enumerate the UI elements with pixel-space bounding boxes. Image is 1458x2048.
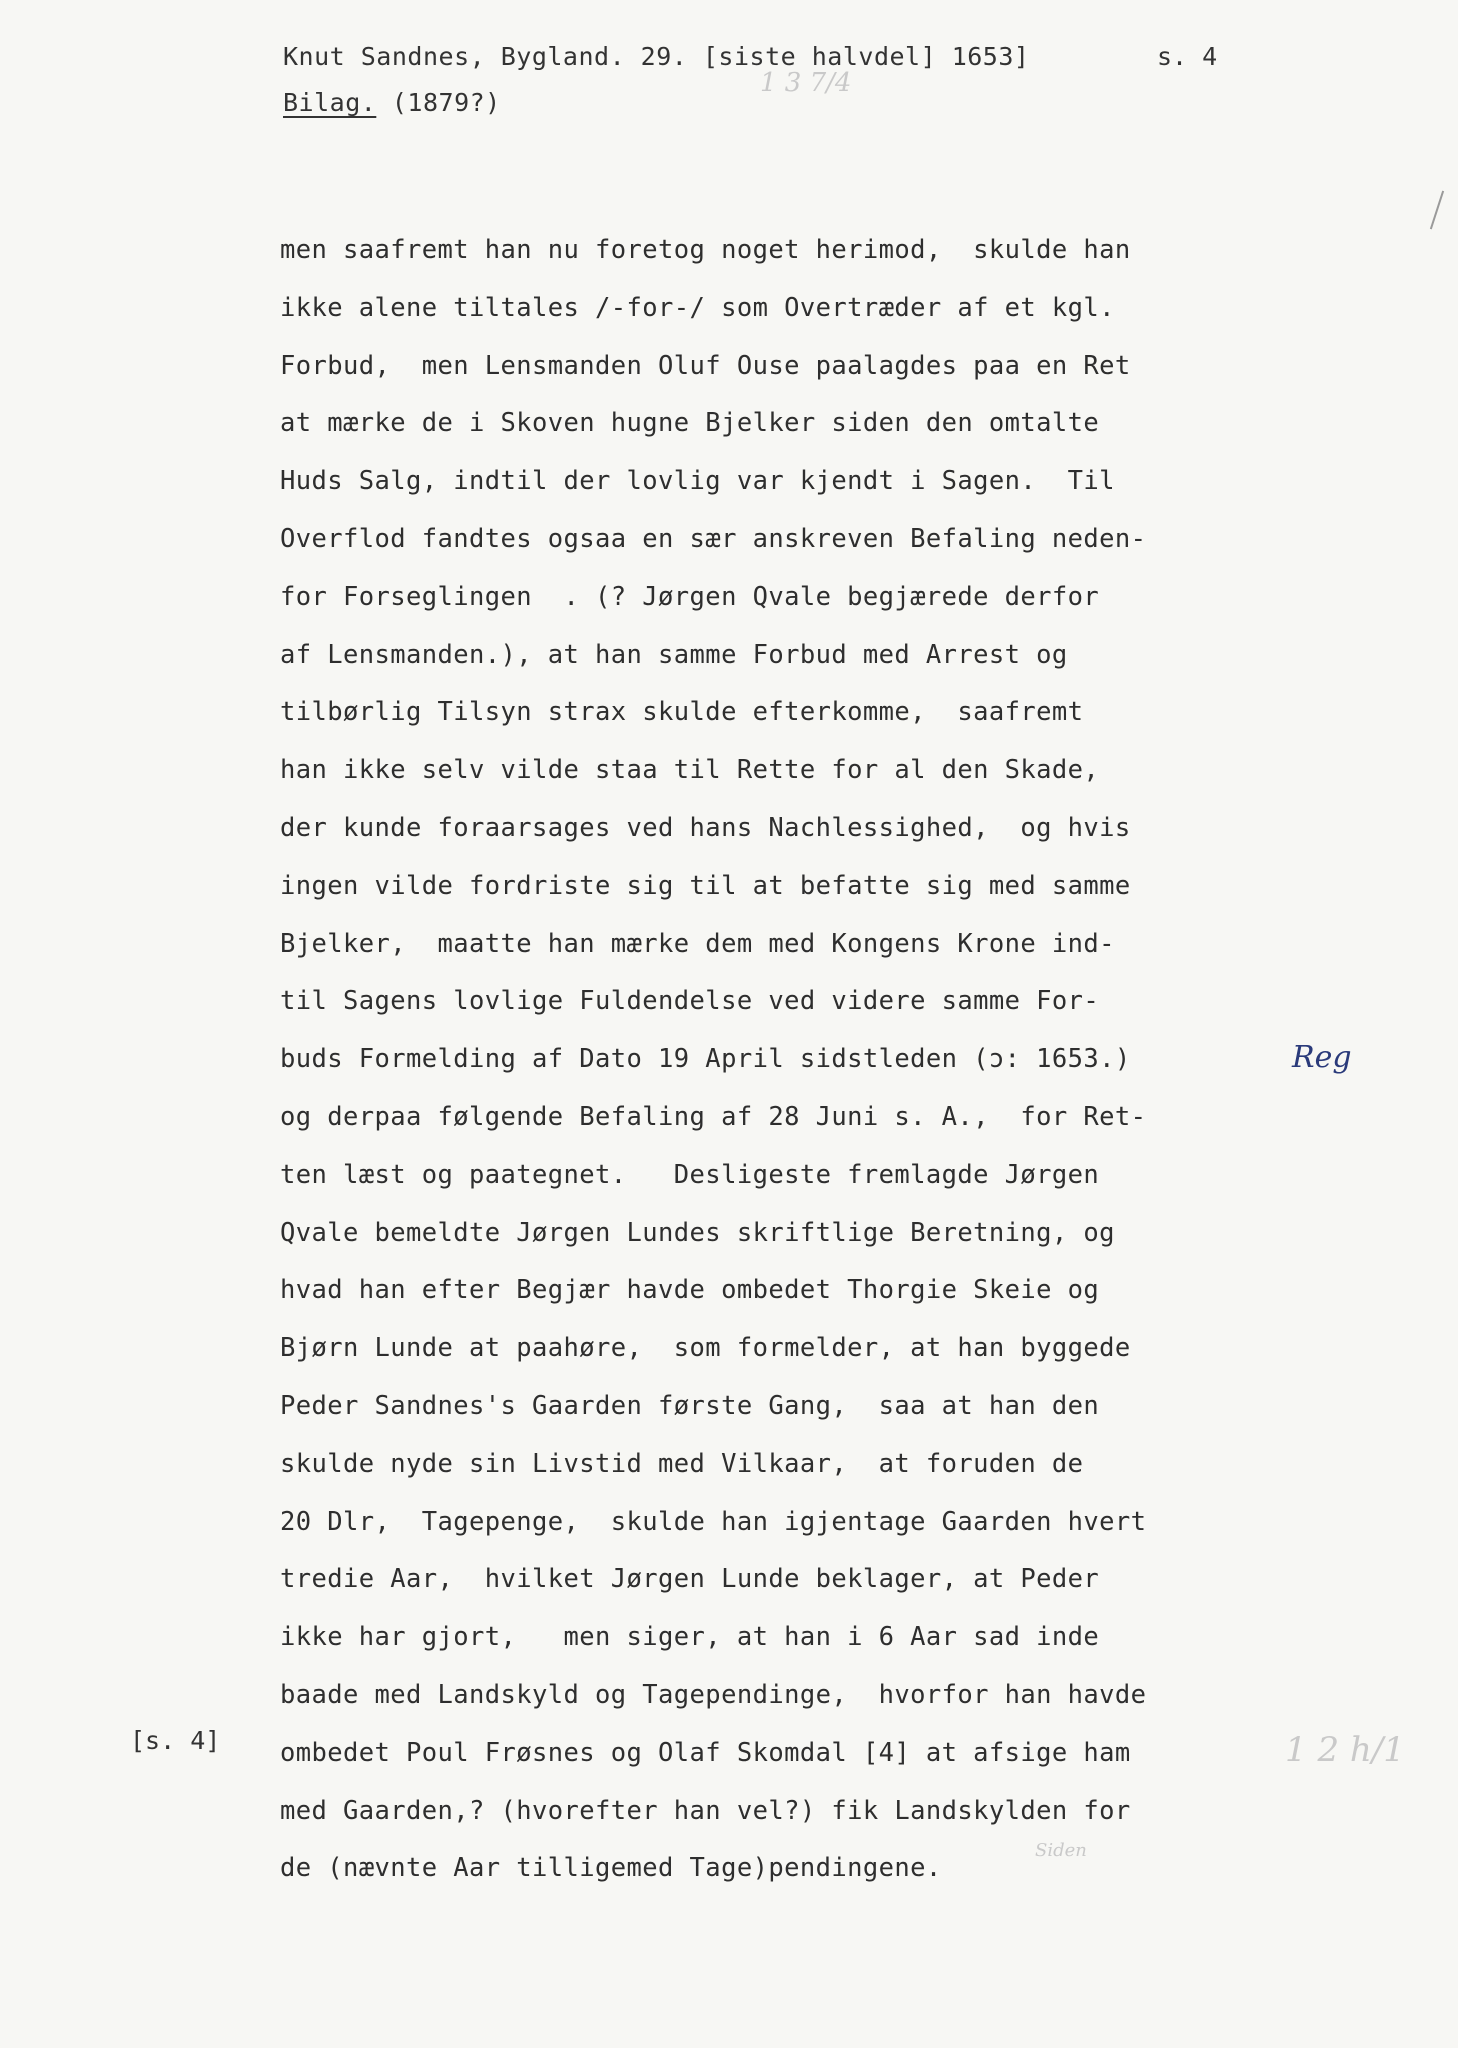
text-line: til Sagens lovlige Fuldendelse ved videre samme For- bbox=[280, 986, 1100, 1017]
scan-artifact bbox=[1430, 191, 1444, 230]
pencil-marking: Siden bbox=[1035, 1840, 1087, 1861]
text-line: han ikke selv vilde staa til Rette for al den Skade, bbox=[280, 755, 1100, 786]
text-line: ikke har gjort, men siger, at han i 6 Aar sad inde bbox=[280, 1622, 1100, 1653]
text-line: hvad han efter Begjær havde ombedet Thorgie Skeie og bbox=[280, 1275, 1100, 1306]
text-line: tilbørlig Tilsyn strax skulde efterkomme, saafremt bbox=[280, 697, 1084, 728]
text-line: Bjørn Lunde at paahøre, som formelder, at han byggede bbox=[280, 1333, 1131, 1364]
text-line: Overflod fandtes ogsaa en sær anskreven Befaling neden- bbox=[280, 523, 1147, 554]
bilag-year: (1879?) bbox=[376, 88, 501, 117]
text-line: tredie Aar, hvilket Jørgen Lunde beklager, at Peder bbox=[280, 1564, 1100, 1595]
text-line: af Lensmanden.), at han samme Forbud med Arrest og bbox=[280, 639, 1068, 670]
margin-page-reference: [s. 4] bbox=[130, 1726, 221, 1755]
text-line: de (nævnte Aar tilligemed Tage)pendingene. bbox=[280, 1853, 942, 1884]
text-line: for Forseglingen . (? Jørgen Qvale begjærede derfor bbox=[280, 581, 1100, 612]
pencil-marking: 1 3 7/4 bbox=[760, 68, 852, 98]
text-line: buds Formelding af Dato 19 April sidstleden (ɔ: 1653.) bbox=[280, 1044, 1131, 1075]
text-line: ingen vilde fordriste sig til at befatte sig med samme bbox=[280, 870, 1131, 901]
text-line: men saafremt han nu foretog noget herimod, skulde han bbox=[280, 235, 1131, 265]
body-text bbox=[280, 222, 1240, 1898]
handwritten-annotation: Reg bbox=[1292, 1040, 1352, 1075]
text-line: baade med Landskyld og Tagependinge, hvorfor han havde bbox=[280, 1679, 1147, 1710]
text-line: der kunde foraarsages ved hans Nachlessighed, og hvis bbox=[280, 812, 1131, 843]
text-line: og derpaa følgende Befaling af 28 Juni s. A., for Ret- bbox=[280, 1101, 1147, 1132]
text-line: ten læst og paategnet. Desligeste fremlagde Jørgen bbox=[280, 1159, 1100, 1190]
page-reference: s. 4 bbox=[1157, 42, 1218, 71]
text-line: ikke alene tiltales /-for-/ som Overtræder af et kgl. bbox=[280, 292, 1115, 323]
document-header-bilag bbox=[283, 88, 501, 117]
text-line: Huds Salg, indtil der lovlig var kjendt i Sagen. Til bbox=[280, 466, 1115, 497]
text-line: 20 Dlr, Tagepenge, skulde han igjentage Gaarden hvert bbox=[280, 1506, 1147, 1537]
document-header-title: Knut Sandnes, Bygland. 29. [siste halvdel] 1653] bbox=[283, 42, 1030, 71]
text-line: Qvale bemeldte Jørgen Lundes skriftlige Beretning, og bbox=[280, 1217, 1115, 1248]
text-line: Peder Sandnes's Gaarden første Gang, saa at han den bbox=[280, 1390, 1100, 1421]
text-line: ombedet Poul Frøsnes og Olaf Skomdal [4] at afsige ham bbox=[280, 1737, 1131, 1768]
text-line: Forbud, men Lensmanden Oluf Ouse paalagdes paa en Ret bbox=[280, 350, 1131, 381]
text-line: Bjelker, maatte han mærke dem med Kongens Krone ind- bbox=[280, 928, 1115, 959]
text-line: skulde nyde sin Livstid med Vilkaar, at foruden de bbox=[280, 1448, 1084, 1479]
pencil-marking: 1 2 h/1 bbox=[1285, 1730, 1405, 1770]
text-line: med Gaarden,? (hvorefter han vel?) fik Landskylden for bbox=[280, 1795, 1131, 1826]
bilag-label: Bilag. bbox=[283, 88, 377, 117]
text-line: at mærke de i Skoven hugne Bjelker siden den omtalte bbox=[280, 408, 1100, 439]
